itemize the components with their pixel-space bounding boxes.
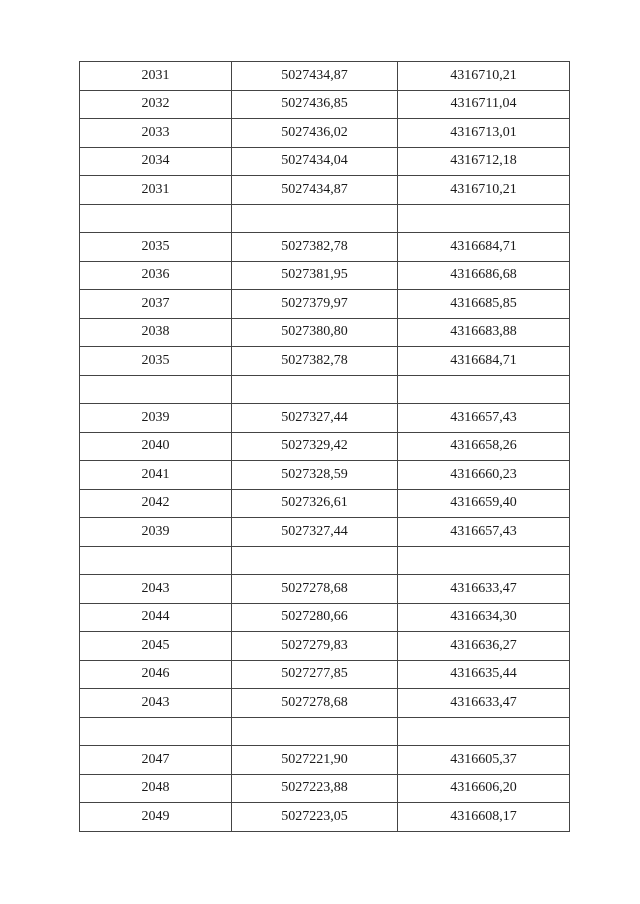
y-coordinate-cell: 4316713,01	[398, 119, 570, 148]
y-coordinate-cell: 4316686,68	[398, 261, 570, 290]
y-coordinate-cell: 4316657,43	[398, 404, 570, 433]
x-coordinate-cell: 5027278,68	[232, 689, 398, 718]
x-coordinate-cell: 5027329,42	[232, 432, 398, 461]
table-row	[80, 318, 570, 347]
point-number-cell: 2042	[80, 489, 232, 518]
point-number-cell: 2046	[80, 660, 232, 689]
point-number-cell: 2039	[80, 404, 232, 433]
y-coordinate-cell: 4316712,18	[398, 147, 570, 176]
point-number-cell: 2034	[80, 147, 232, 176]
x-coordinate-cell: 5027280,66	[232, 603, 398, 632]
x-coordinate-cell: 5027382,78	[232, 233, 398, 262]
x-coordinate-cell: 5027223,05	[232, 803, 398, 832]
point-number-cell: 2037	[80, 290, 232, 319]
x-coordinate-cell	[232, 375, 398, 404]
table-row	[80, 632, 570, 661]
y-coordinate-cell: 4316659,40	[398, 489, 570, 518]
point-number-cell: 2043	[80, 575, 232, 604]
y-coordinate-cell: 4316710,21	[398, 62, 570, 91]
table-row	[80, 347, 570, 376]
table-row	[80, 774, 570, 803]
point-number-cell: 2044	[80, 603, 232, 632]
table-row	[80, 660, 570, 689]
table-row	[80, 404, 570, 433]
y-coordinate-cell: 4316605,37	[398, 746, 570, 775]
y-coordinate-cell: 4316684,71	[398, 347, 570, 376]
x-coordinate-cell: 5027379,97	[232, 290, 398, 319]
table-separator-row	[80, 204, 570, 233]
table-separator-row	[80, 717, 570, 746]
y-coordinate-cell: 4316633,47	[398, 575, 570, 604]
y-coordinate-cell: 4316634,30	[398, 603, 570, 632]
point-number-cell: 2043	[80, 689, 232, 718]
point-number-cell: 2031	[80, 176, 232, 205]
y-coordinate-cell	[398, 546, 570, 575]
table-row	[80, 261, 570, 290]
coordinates-table-body	[80, 62, 570, 832]
point-number-cell: 2048	[80, 774, 232, 803]
point-number-cell: 2047	[80, 746, 232, 775]
table-separator-row	[80, 375, 570, 404]
x-coordinate-cell	[232, 546, 398, 575]
x-coordinate-cell: 5027434,87	[232, 176, 398, 205]
x-coordinate-cell	[232, 204, 398, 233]
y-coordinate-cell: 4316608,17	[398, 803, 570, 832]
x-coordinate-cell: 5027436,85	[232, 90, 398, 119]
point-number-cell: 2049	[80, 803, 232, 832]
x-coordinate-cell: 5027221,90	[232, 746, 398, 775]
point-number-cell: 2038	[80, 318, 232, 347]
y-coordinate-cell	[398, 375, 570, 404]
point-number-cell: 2033	[80, 119, 232, 148]
y-coordinate-cell: 4316658,26	[398, 432, 570, 461]
table-row	[80, 689, 570, 718]
point-number-cell: 2031	[80, 62, 232, 91]
point-number-cell: 2039	[80, 518, 232, 547]
x-coordinate-cell: 5027436,02	[232, 119, 398, 148]
y-coordinate-cell	[398, 717, 570, 746]
x-coordinate-cell: 5027277,85	[232, 660, 398, 689]
table-row	[80, 432, 570, 461]
x-coordinate-cell: 5027328,59	[232, 461, 398, 490]
table-row	[80, 90, 570, 119]
y-coordinate-cell: 4316633,47	[398, 689, 570, 718]
y-coordinate-cell: 4316683,88	[398, 318, 570, 347]
table-separator-row	[80, 546, 570, 575]
y-coordinate-cell: 4316711,04	[398, 90, 570, 119]
x-coordinate-cell: 5027434,87	[232, 62, 398, 91]
table-row	[80, 176, 570, 205]
y-coordinate-cell: 4316684,71	[398, 233, 570, 262]
x-coordinate-cell: 5027327,44	[232, 404, 398, 433]
table-row	[80, 461, 570, 490]
y-coordinate-cell: 4316635,44	[398, 660, 570, 689]
point-number-cell: 2045	[80, 632, 232, 661]
y-coordinate-cell: 4316685,85	[398, 290, 570, 319]
table-row	[80, 575, 570, 604]
point-number-cell: 2041	[80, 461, 232, 490]
x-coordinate-cell: 5027326,61	[232, 489, 398, 518]
y-coordinate-cell: 4316657,43	[398, 518, 570, 547]
point-number-cell: 2040	[80, 432, 232, 461]
table-row	[80, 603, 570, 632]
point-number-cell: 2035	[80, 347, 232, 376]
x-coordinate-cell: 5027279,83	[232, 632, 398, 661]
x-coordinate-cell	[232, 717, 398, 746]
table-row	[80, 62, 570, 91]
table-row	[80, 518, 570, 547]
table-row	[80, 746, 570, 775]
y-coordinate-cell	[398, 204, 570, 233]
y-coordinate-cell: 4316606,20	[398, 774, 570, 803]
table-row	[80, 489, 570, 518]
x-coordinate-cell: 5027380,80	[232, 318, 398, 347]
table-row	[80, 119, 570, 148]
point-number-cell	[80, 204, 232, 233]
x-coordinate-cell: 5027223,88	[232, 774, 398, 803]
point-number-cell	[80, 375, 232, 404]
point-number-cell: 2036	[80, 261, 232, 290]
y-coordinate-cell: 4316710,21	[398, 176, 570, 205]
table-row	[80, 147, 570, 176]
point-number-cell	[80, 546, 232, 575]
x-coordinate-cell: 5027327,44	[232, 518, 398, 547]
point-number-cell: 2035	[80, 233, 232, 262]
coordinates-table	[79, 61, 570, 832]
x-coordinate-cell: 5027434,04	[232, 147, 398, 176]
table-row	[80, 233, 570, 262]
x-coordinate-cell: 5027381,95	[232, 261, 398, 290]
x-coordinate-cell: 5027278,68	[232, 575, 398, 604]
y-coordinate-cell: 4316660,23	[398, 461, 570, 490]
table-row	[80, 803, 570, 832]
point-number-cell: 2032	[80, 90, 232, 119]
x-coordinate-cell: 5027382,78	[232, 347, 398, 376]
y-coordinate-cell: 4316636,27	[398, 632, 570, 661]
table-row	[80, 290, 570, 319]
point-number-cell	[80, 717, 232, 746]
